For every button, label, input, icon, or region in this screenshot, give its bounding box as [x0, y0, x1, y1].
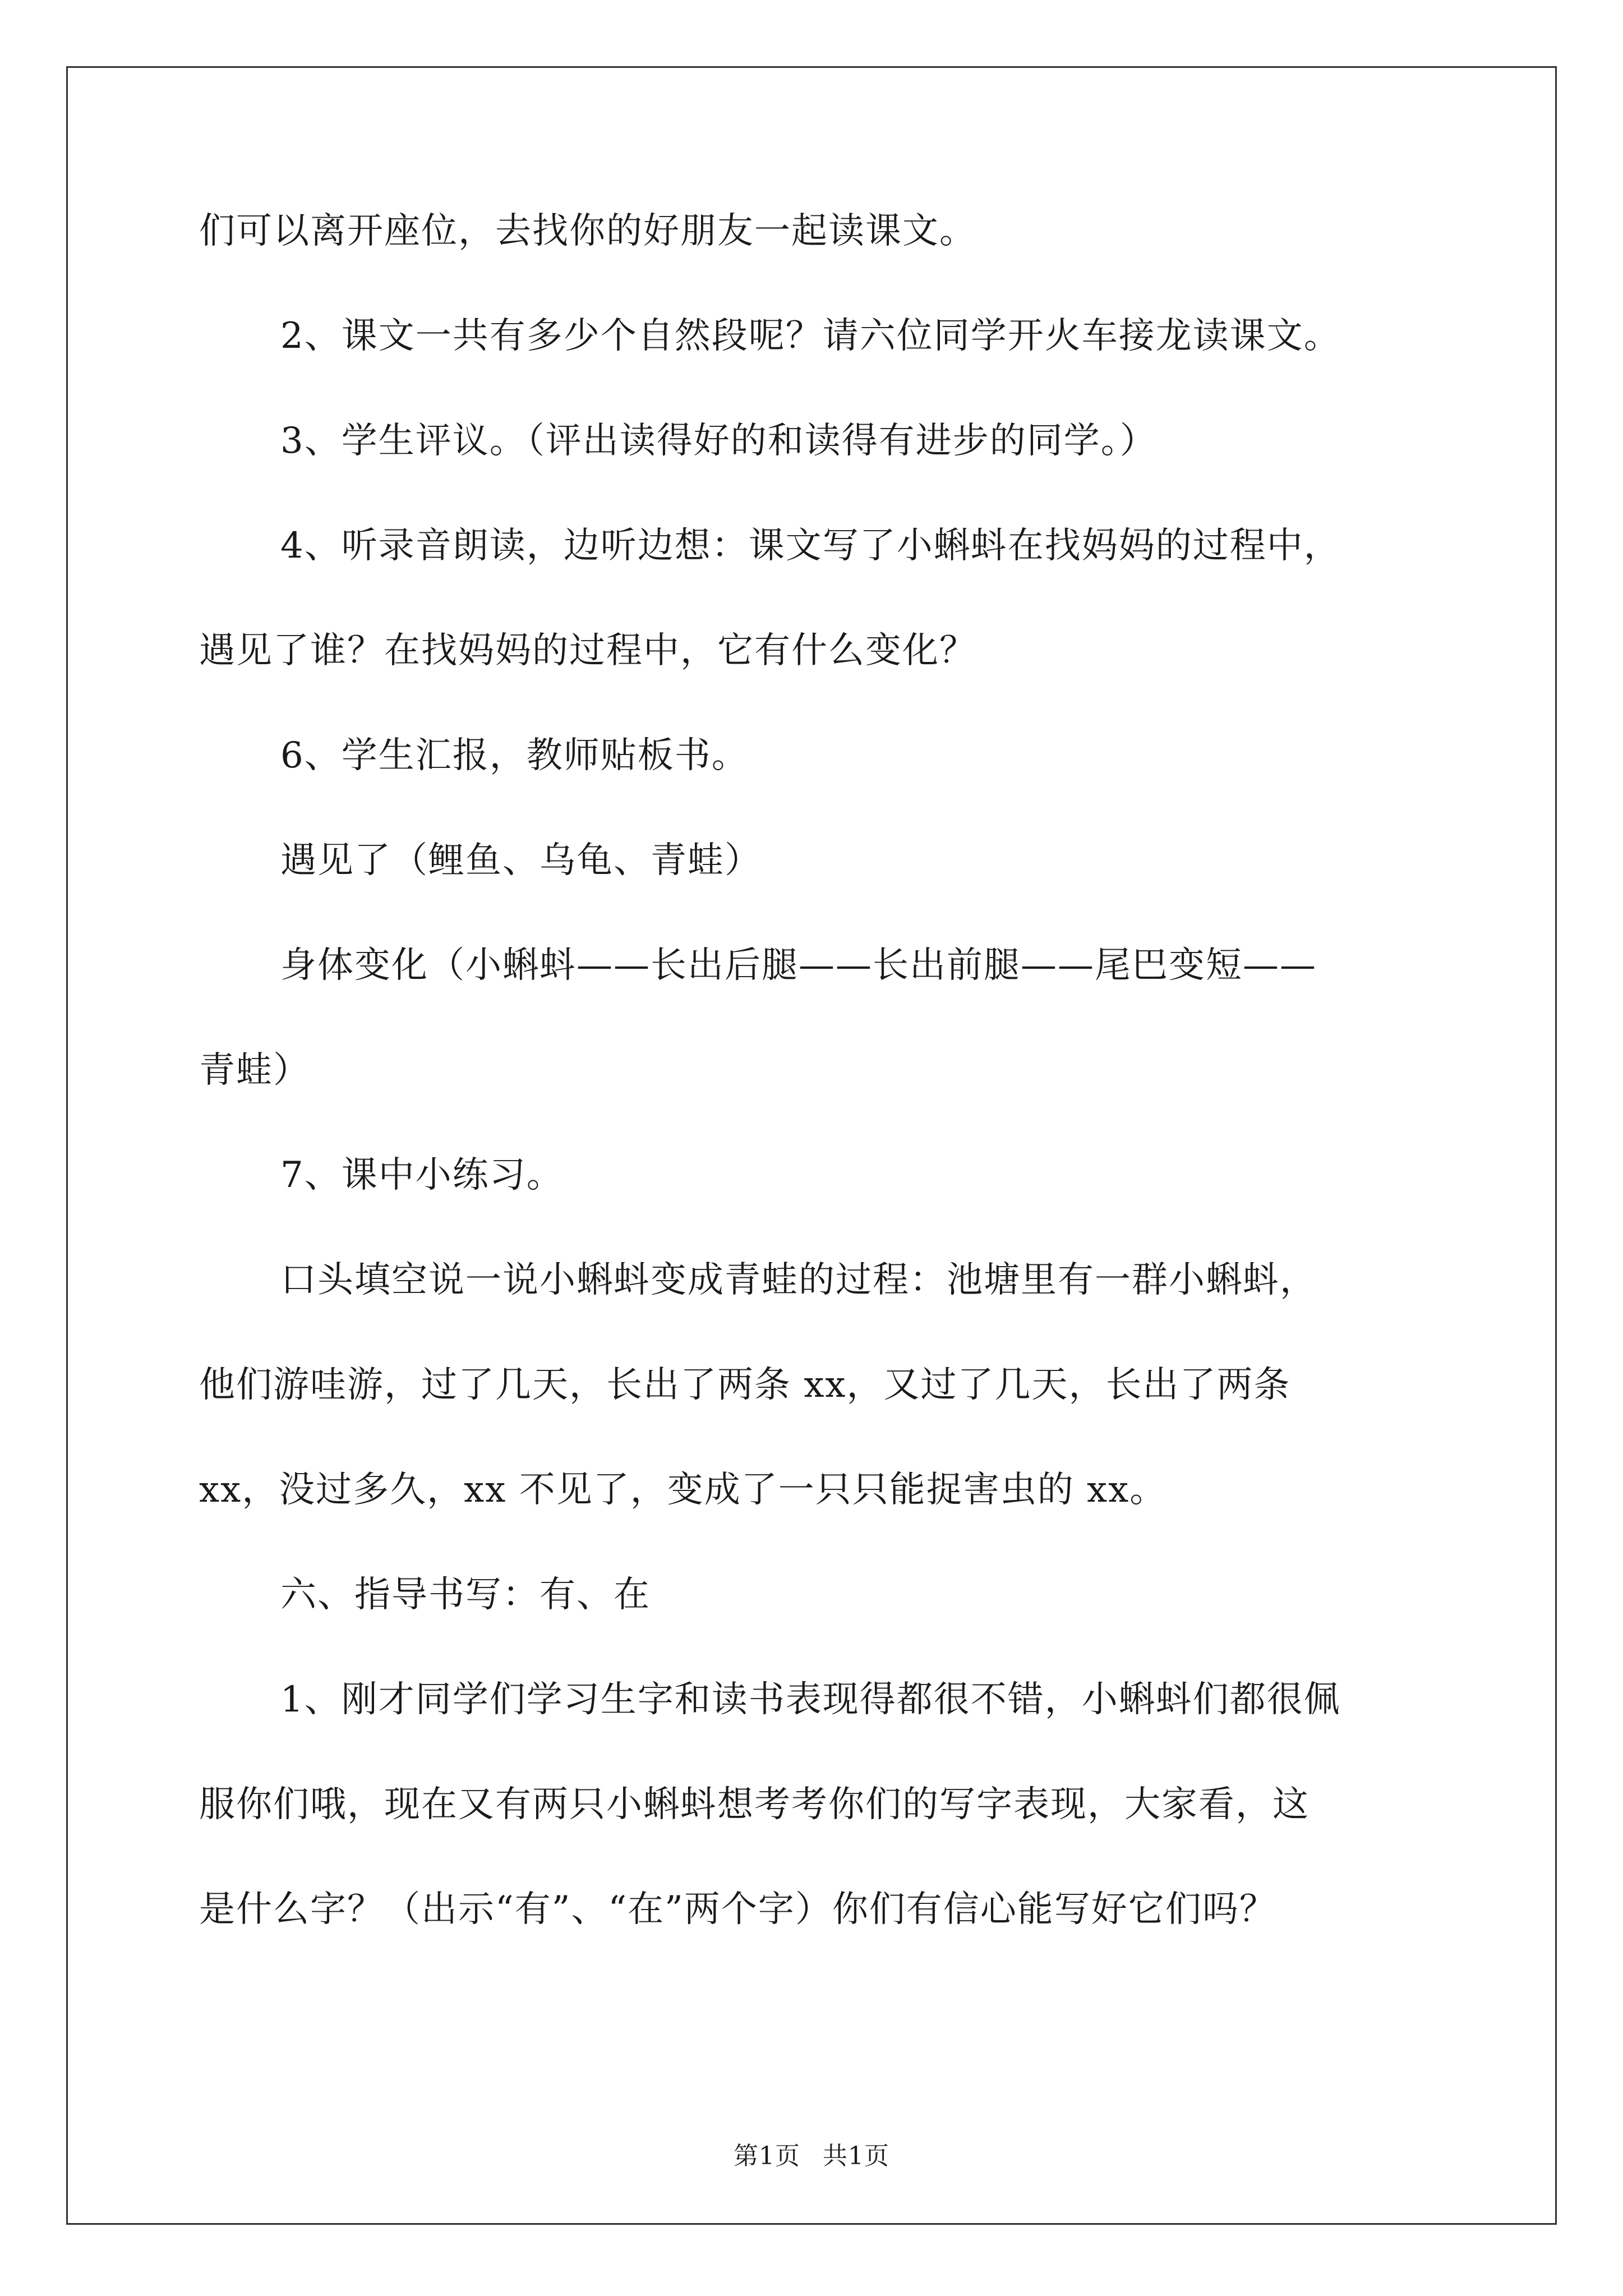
- page-footer: [0, 2144, 1623, 2169]
- page-total: 共1页: [823, 2142, 889, 2170]
- text-line: 服你们哦，现在又有两只小蝌蚪想考考你们的写字表现，大家看，这: [199, 1784, 1310, 1825]
- text-line: 是什么字？（出示“有”、“在”两个字）你们有信心能写好它们吗？: [199, 1889, 1276, 1930]
- text-line: 7、课中小练习。: [280, 1154, 564, 1196]
- text-line: 6、学生汇报，教师贴板书。: [280, 735, 749, 776]
- text-line: 们可以离开座位，去找你的好朋友一起读课文。: [199, 210, 976, 252]
- text-line: 遇见了（鲤鱼、乌龟、青蛙）: [280, 840, 762, 881]
- text-line: 遇见了谁？在找妈妈的过程中，它有什么变化？: [199, 630, 976, 671]
- page-number: 第1页: [734, 2142, 800, 2170]
- text-line: 身体变化（小蝌蚪——长出后腿——长出前腿——尾巴变短——: [280, 945, 1317, 986]
- text-line: xx，没过多久，xx 不见了，变成了一只只能捉害虫的 xx。: [199, 1469, 1167, 1511]
- text-line: 口头填空说一说小蝌蚪变成青蛙的过程：池塘里有一群小蝌蚪，: [280, 1259, 1317, 1301]
- text-line: 4、听录音朗读，边听边想：课文写了小蝌蚪在找妈妈的过程中，: [280, 525, 1341, 567]
- text-line: 青蛙）: [199, 1050, 310, 1091]
- text-line: 六、指导书写：有、在: [280, 1574, 651, 1616]
- text-line: 他们游哇游，过了几天，长出了两条 xx，又过了几天，长出了两条: [199, 1364, 1291, 1406]
- text-line: 1、刚才同学们学习生字和读书表现得都很不错，小蝌蚪们都很佩: [280, 1679, 1341, 1720]
- text-line: 3、学生评议。（评出读得好的和读得有进步的同学。）: [280, 420, 1157, 462]
- text-line: 2、课文一共有多少个自然段呢？请六位同学开火车接龙读课文。: [280, 315, 1341, 357]
